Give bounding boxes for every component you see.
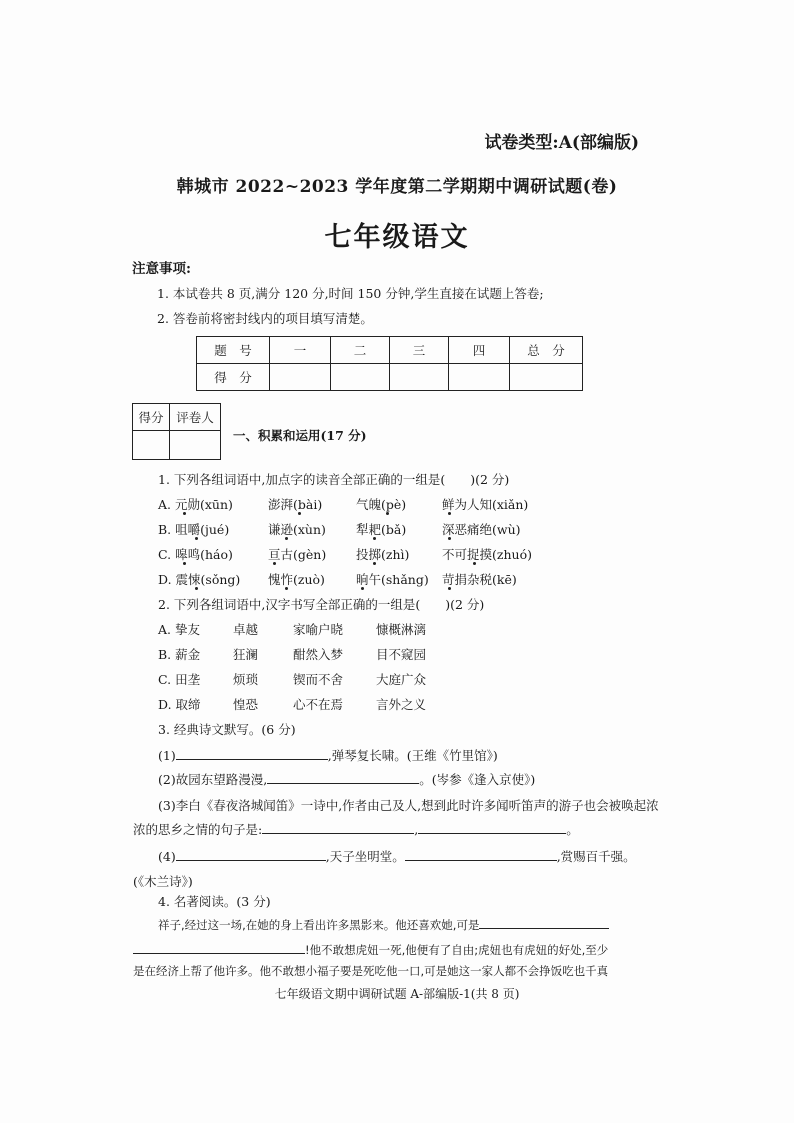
recitation-line-3b — [133, 820, 579, 838]
q1-option-d: 晌午(shǎng) — [356, 572, 429, 587]
reading-passage-line — [133, 941, 608, 958]
q1-option-b: 犁耙(bǎ) — [356, 522, 407, 537]
q2-option-d: D. 取缔 — [158, 697, 201, 712]
exam-title: 韩城市 2022~2023 学年度第二学期期中调研试题(卷) — [176, 177, 618, 197]
recitation-source: (《木兰诗》) — [133, 874, 193, 889]
emphasis-dot — [473, 562, 476, 565]
q1-option-d: D. 震悚(sǒng) — [158, 572, 241, 587]
q1-option-b: 深恶痛绝(wù) — [442, 522, 521, 537]
score-cell[interactable] — [449, 364, 510, 391]
q2-option-b: B. 薪金 — [158, 647, 201, 662]
q2-option-d: 心不在焉 — [293, 697, 344, 712]
answer-blank[interactable] — [405, 848, 557, 861]
q1-option-a: 气魄(pè) — [356, 497, 407, 512]
score-cell[interactable] — [510, 364, 583, 391]
notice-heading: 注意事项: — [132, 261, 191, 277]
score-cell[interactable] — [270, 364, 331, 391]
q1-option-c: 投掷(zhì) — [356, 547, 410, 562]
answer-blank[interactable] — [418, 821, 566, 834]
score-table-header: 题 号 — [197, 337, 270, 364]
emphasis-dot — [373, 537, 376, 540]
question-stem: 3. 经典诗文默写。(6 分) — [158, 722, 296, 737]
q2-option-b: 狂澜 — [233, 647, 259, 662]
score-row-label: 得 分 — [197, 364, 270, 391]
grader-box — [132, 403, 221, 460]
answer-blank[interactable] — [262, 821, 414, 834]
q1-option-b: 谦逊(xùn) — [268, 522, 326, 537]
emphasis-dot — [361, 587, 364, 590]
q1-option-d: 愧怍(zuò) — [268, 572, 325, 587]
line-number: (4) — [158, 849, 176, 864]
q2-option-d: 惶恐 — [233, 697, 259, 712]
reading-passage-line: 是在经济上帮了他许多。他不敢想小福子要是死吃他一口,可是她这一家人都不会挣饭吃也千真 — [133, 964, 609, 978]
emphasis-dot — [183, 512, 186, 515]
emphasis-dot — [285, 587, 288, 590]
recitation-line-1 — [158, 746, 498, 764]
q2-option-d: 言外之义 — [376, 697, 427, 712]
score-cell[interactable] — [331, 364, 390, 391]
q1-option-c: 不可捉摸(zhuó) — [442, 547, 532, 562]
line-text: , — [414, 822, 419, 837]
page-footer: 七年级语文期中调研试题 A-部编版-1(共 8 页) — [274, 987, 520, 1001]
answer-blank[interactable] — [479, 916, 609, 929]
q1-option-c: C. 嗥鸣(háo) — [158, 547, 233, 562]
grader-score-cell[interactable] — [133, 431, 170, 460]
section-title: 一、积累和运用(17 分) — [233, 428, 367, 443]
passage-text: !他不敢想虎妞一死,他便有了自由;虎妞也有虎妞的好处,至少 — [305, 943, 609, 957]
answer-blank[interactable] — [133, 941, 305, 954]
q2-option-c: 烦琐 — [233, 672, 259, 687]
q2-option-c: 锲而不舍 — [293, 672, 344, 687]
emphasis-dot — [386, 512, 389, 515]
subject-title: 七年级语文 — [324, 222, 470, 253]
notice-item: 2. 答卷前将密封线内的项目填写清楚。 — [157, 311, 373, 326]
q2-option-b: 目不窥园 — [376, 647, 427, 662]
emphasis-dot — [448, 512, 451, 515]
answer-blank[interactable] — [176, 848, 326, 861]
recitation-line-4 — [158, 847, 636, 865]
score-table-header: 四 — [449, 337, 510, 364]
score-table — [196, 336, 583, 391]
emphasis-dot — [195, 537, 198, 540]
emphasis-dot — [373, 562, 376, 565]
line-text: (2)故园东望路漫漫, — [158, 772, 268, 787]
paper-type: 试卷类型:A(部编版) — [484, 133, 639, 153]
emphasis-dot — [285, 537, 288, 540]
score-table-header: 三 — [390, 337, 449, 364]
q1-option-c: 亘古(gèn) — [268, 547, 327, 562]
line-text: ,赏赐百千强。 — [556, 849, 636, 864]
grader-name-cell[interactable] — [170, 431, 221, 460]
grader-name-label: 评卷人 — [170, 404, 221, 431]
score-table-header: 总 分 — [510, 337, 583, 364]
line-number: (1) — [158, 748, 176, 763]
passage-text: 祥子,经过这一场,在她的身上看出许多黑影来。他还喜欢她,可是 — [158, 918, 480, 932]
score-table-header: 一 — [270, 337, 331, 364]
answer-blank[interactable] — [267, 771, 419, 784]
score-cell[interactable] — [390, 364, 449, 391]
emphasis-dot — [183, 562, 186, 565]
q2-option-a: 慷概淋漓 — [376, 622, 427, 637]
question-stem: 2. 下列各组词语中,汉字书写全部正确的一组是( )(2 分) — [158, 597, 485, 612]
recitation-line-2 — [158, 770, 535, 788]
line-text: 。(岑参《逢入京使》) — [419, 772, 536, 787]
q2-option-a: A. 挚友 — [158, 622, 200, 637]
q1-option-a: A. 元勋(xūn) — [158, 497, 233, 512]
notice-item: 1. 本试卷共 8 页,满分 120 分,时间 150 分钟,学生直接在试题上答卷; — [157, 286, 544, 301]
score-table-header: 二 — [331, 337, 390, 364]
q1-option-a: 澎湃(bài) — [268, 497, 323, 512]
line-text: ,弹琴复长啸。(王维《竹里馆》) — [327, 748, 498, 763]
answer-blank[interactable] — [176, 747, 328, 760]
q2-option-a: 家喻户晓 — [293, 622, 344, 637]
q1-option-b: B. 咀嚼(jué) — [158, 522, 230, 537]
q2-option-b: 酣然入梦 — [293, 647, 344, 662]
line-text: 浓的思乡之情的句子是: — [133, 822, 263, 837]
emphasis-dot — [273, 562, 276, 565]
line-text: 。 — [566, 822, 579, 837]
question-stem: 4. 名著阅读。(3 分) — [158, 894, 271, 909]
reading-passage-line — [158, 916, 609, 933]
q2-option-c: C. 田垄 — [158, 672, 201, 687]
q1-option-d: 苛捐杂税(kē) — [442, 572, 517, 587]
emphasis-dot — [298, 512, 301, 515]
grader-score-label: 得分 — [133, 404, 170, 431]
q2-option-c: 大庭广众 — [376, 672, 427, 687]
line-text: ,天子坐明堂。 — [325, 849, 405, 864]
q1-option-a: 鲜为人知(xiǎn) — [442, 497, 529, 512]
emphasis-dot — [448, 537, 451, 540]
question-stem: 1. 下列各组词语中,加点字的读音全部正确的一组是( )(2 分) — [158, 472, 510, 487]
q2-option-a: 卓越 — [233, 622, 259, 637]
recitation-line-3: (3)李白《春夜洛城闻笛》一诗中,作者由己及人,想到此时许多闻听笛声的游子也会被唤起浓 — [158, 798, 659, 813]
emphasis-dot — [195, 587, 198, 590]
emphasis-dot — [448, 587, 451, 590]
